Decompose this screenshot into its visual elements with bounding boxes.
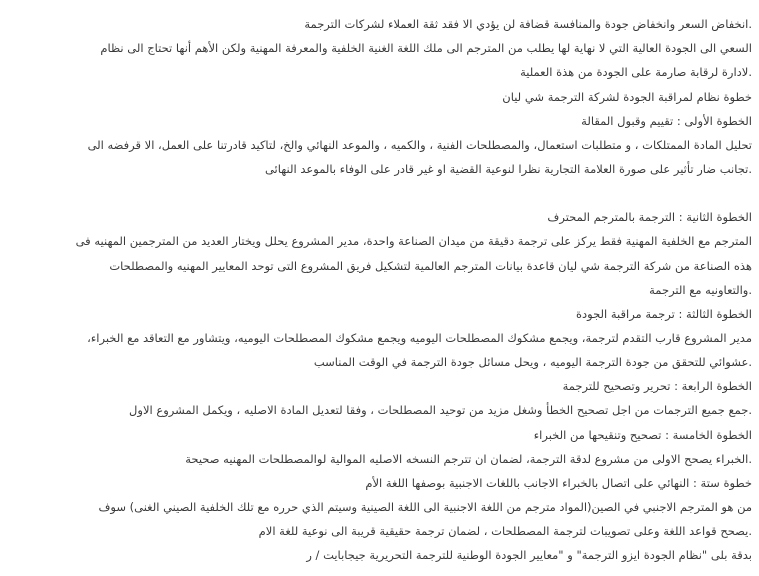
paragraph-line: تحليل المادة الممتلكات ، و متطلبات استعمال، والمصطلحات الفنية ، والكميه ، والموعد النهائي والخ، لتاكيد قادرتنا على العمل، الا قرفضه الى [87,138,752,152]
paragraph-line: .انخفاض السعر وانخفاض جودة والمنافسة قضافة لن يؤدي الا فقد ثقة العملاء لشركات الترجمة [304,17,752,31]
paragraph-line: .الخبراء يصحح الاولى من مشروع لدقة الترجمة، لضمان ان تترجم النسخه الاصليه الموالية لوالمصطلحات المهنيه صحيحة [185,452,752,466]
paragraph-line: بدقة بلى "نظام الجودة ايزو الترجمة" و "معايير الجودة الوطنية للترجمة التحريرية جيجابايت / ر [306,548,752,562]
paragraph-line: .لادارة لرقابة صارمة على الجودة من هذة العملية [520,65,752,79]
paragraph-line: من هو المترجم الاجنبي في الصين(المواد مترجم من اللغة الاجنبية الى اللغة الصينية وسيتم الذي حرره مع تلك الخلفية الصيني الغنى) سوف [98,500,752,514]
paragraph-line: .عشوائي للتحقق من جودة الترجمة اليوميه ، ويحل مسائل جودة الترجمة في الوقت المناسب [313,355,752,369]
blank-line [0,185,752,201]
section-heading: الخطوة الخامسة : تصحيح وتنقيحها من الخبراء [533,428,752,442]
paragraph-line: .جمع جميع الترجمات من اجل تصحيح الخطأ وشغل مزيد من توحيد المصطلحات ، وفقا لتعديل المادة الاصليه ، ويكمل المشروع الاول [129,403,752,417]
paragraph-line: .والتعاونيه مع الترجمة [649,283,752,297]
paragraph-line: هذه الصناعة من شركة الترجمة شي ليان قاعدة بيانات المترجم العالمية لتشكيل فريق المشروع التى توحد المعايير المهنيه والمصطلحات [109,259,752,273]
section-heading: الخطوة الرابعة : تحرير وتصحيح للترجمة [562,379,752,393]
paragraph-line: خطوة نظام لمراقبة الجودة لشركة الترجمة شي ليان [502,90,752,104]
section-heading: الخطوة الثالثة : ترجمة مراقبة الجودة [576,307,752,321]
section-heading: خطوة ستة : النهائي على اتصال بالخبراء الاجانب باللغات الاجنبية بوصفها اللغة الأم [365,476,752,490]
paragraph-line: السعي الى الجودة العالية التي لا نهاية لها يطلب من المترجم الى ملك اللغة الغنية الخلفية والمعرفة المهنية ولكن الأهم أنها تحتاج الى نظام [100,41,752,55]
paragraph-line: .يصحح قواعد اللغة وعلى تصويبات لترجمة المصطلحات ، لضمان ترجمة حقيقية قريبة الى نوعية للغة الام [258,524,752,538]
paragraph-line: المترجم مع الخلفية المهنية فقط يركز على ترجمة دقيقة من ميدان الصناعة واحدة، مدير المشروع يحلل ويختار العديد من المترجمين المهنيه فى [75,234,752,248]
paragraph-line: مدير المشروع قارب التقدم لترجمة، ويجمع مشكوك المصطلحات اليوميه ويجمع مشكوك المصطلحات اليوميه، ويتشاور مع التعاقد مع الخبراء، [87,331,752,345]
paragraph-line: .تجانب ضار تأثير على صورة العلامة التجارية نظرا لنوعية القضية او غير قادر على الوفاء بالموعد النهائى [264,162,752,176]
section-heading: الخطوة الأولى : تقييم وقبول المقالة [581,114,752,128]
section-heading: الخطوة الثانية : الترجمة بالمترجم المحترف [547,210,752,224]
